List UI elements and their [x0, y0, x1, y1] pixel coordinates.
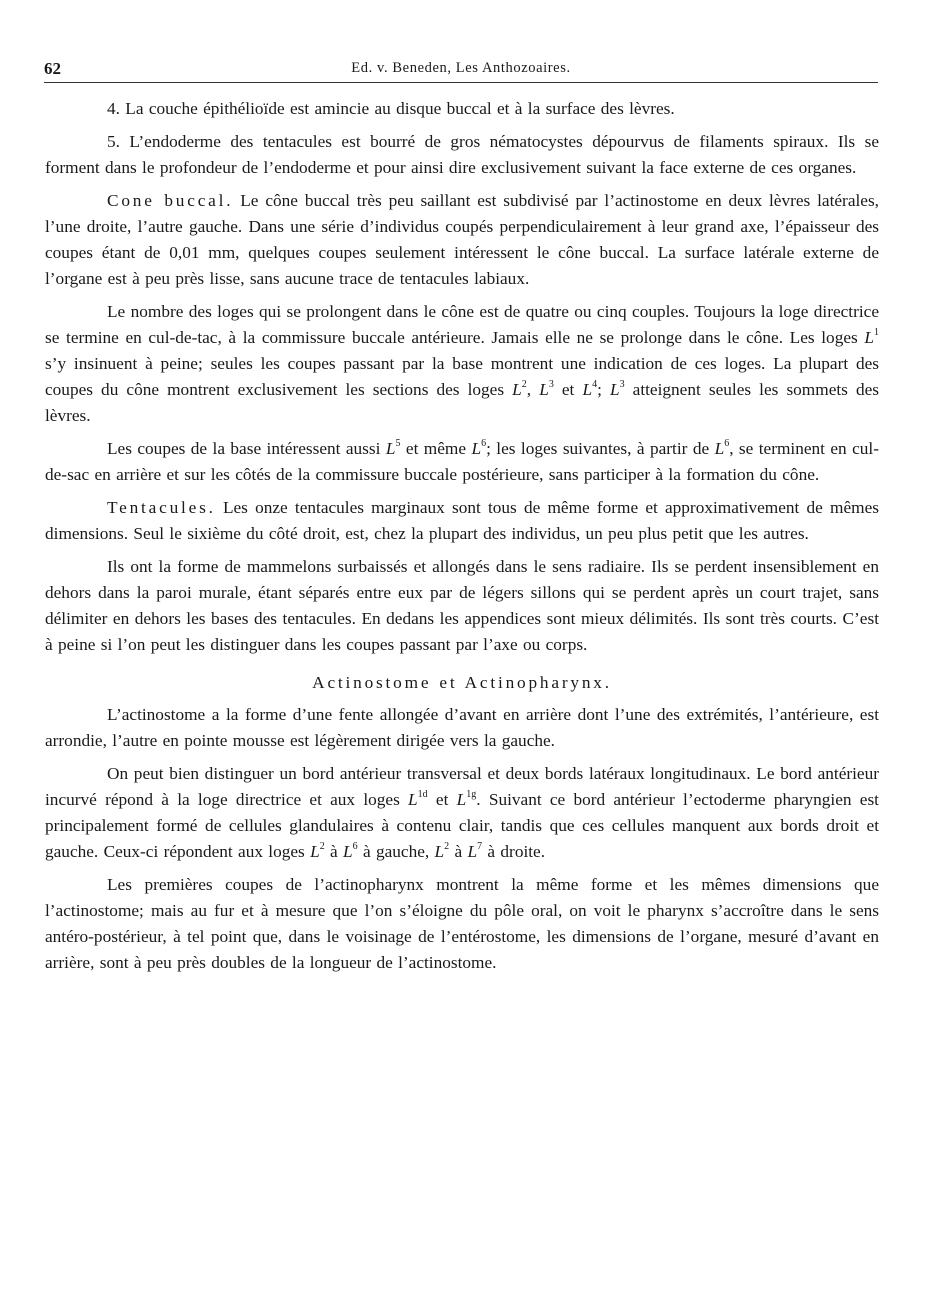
paragraph-7: Ils ont la forme de mammelons surbaissés et allongés dans le sens radiaire. Ils se perdent insensiblement en dehors dans la paroi murale, étant séparés entre eux par de légers sillons qui se perdent après un court trajet, sans délimiter en dehors les bases des tentacules. En dedans les appendices sont mieux délimités. Ils sont très courts. C’est à peine si l’on peut les distinguer dans les coupes passant par l’axe ou corps. — [45, 557, 879, 654]
paragraph-9: On peut bien distinguer un bord antérieur transversal et deux bords latéraux longitudinaux. Le bord antérieur incurvé répond à la loge directrice et aux loges $L^{1d}$ et $L^{1g}$. Suivant ce bord antérieur l’ectoderme pharyngien est principalement formé de cellules glandulaires à contenu clair, tandis que ces cellules manquent aux bords droit et gauche. Ceux-ci répondent aux loges $L^2$ à $L^6$ à gauche, $L^2$ à $L^7$ à droite. — [45, 764, 879, 861]
running-title: Ed. v. Beneden, Les Anthozoaires. — [351, 60, 571, 76]
paragraph-5: Les coupes de la base intéressent aussi $L^5$ et même $L^6$; les loges suivantes, à partir de $L^6$, se terminent en cul-de-sac en arrière et sur les côtés de la commissure buccale postérieure, sans participer à la formation du cône. — [45, 438, 879, 484]
body-text — [45, 96, 879, 983]
section-heading: Actinostome et Actinopharynx. — [312, 673, 612, 692]
page-header — [44, 58, 878, 83]
paragraph-1: 4. La couche épithélioïde est amincie au disque buccal et à la surface des lèvres. — [107, 99, 675, 118]
paragraph-4: Le nombre des loges qui se prolongent dans le cône est de quatre ou cinq couples. Toujours la loge directrice se termine en cul-de-tac, à la commissure buccale antérieure. Jamais elle ne se prolonge dans le cône. Les loges $L^1$ s’y insinuent à peine; seules les coupes passant par la base montrent une indication de ces loges. La plupart des coupes du cône montrent exclusivement les sections des loges $L^2$, $L^3$ et $L^4$; $L^3$ atteignent seules les sommets des lèvres. — [45, 302, 880, 425]
paragraph-2: 5. L’endoderme des tentacules est bourré de gros nématocystes dépourvus de filaments spiraux. Ils se forment dans le profondeur de l’endoderme et pour ainsi dire exclusivement suivant la face externe de ces organes. — [45, 132, 879, 177]
run-in-heading-cone-buccal: Cone buccal. — [107, 191, 234, 210]
paragraph-6: Tentacules. Les onze tentacules marginaux sont tous de même forme et approximativement de mêmes dimensions. Seul le sixième du côté droit, est, chez la plupart des individus, un peu plus petit que les autres. — [45, 498, 879, 543]
page-number: 62 — [44, 59, 61, 78]
paragraph-3: Cone buccal. Le cône buccal très peu saillant est subdivisé par l’actinostome en deux lèvres latérales, l’une droite, l’autre gauche. Dans une série d’individus coupés perpendiculairement à leur grand axe, l’épaisseur des coupes étant de 0,01 mm, quelques coupes seulement intéressent le cône buccal. La surface latérale externe de l’organe est à peu près lisse, sans aucune trace de tentacules labiaux. — [45, 191, 880, 288]
paragraph-8: L’actinostome a la forme d’une fente allongée d’avant en arrière dont l’une des extrémités, l’antérieure, est arrondie, l’autre en pointe mousse est légèrement dirigée vers la gauche. — [45, 705, 879, 750]
paragraph-10: Les premières coupes de l’actinopharynx montrent la même forme et les mêmes dimensions que l’actinostome; mais au fur et à mesure que l’on s’éloigne du pôle oral, on voit le pharynx s’accroître dans le sens antéro-postérieur, à tel point que, dans le voisinage de l’entérostome, les dimensions de l’organe, mesuré d’avant en arrière, sont à peu près doubles de la longueur de l’actinostome. — [45, 875, 879, 972]
run-in-heading-tentacules: Tentacules. — [107, 498, 216, 517]
